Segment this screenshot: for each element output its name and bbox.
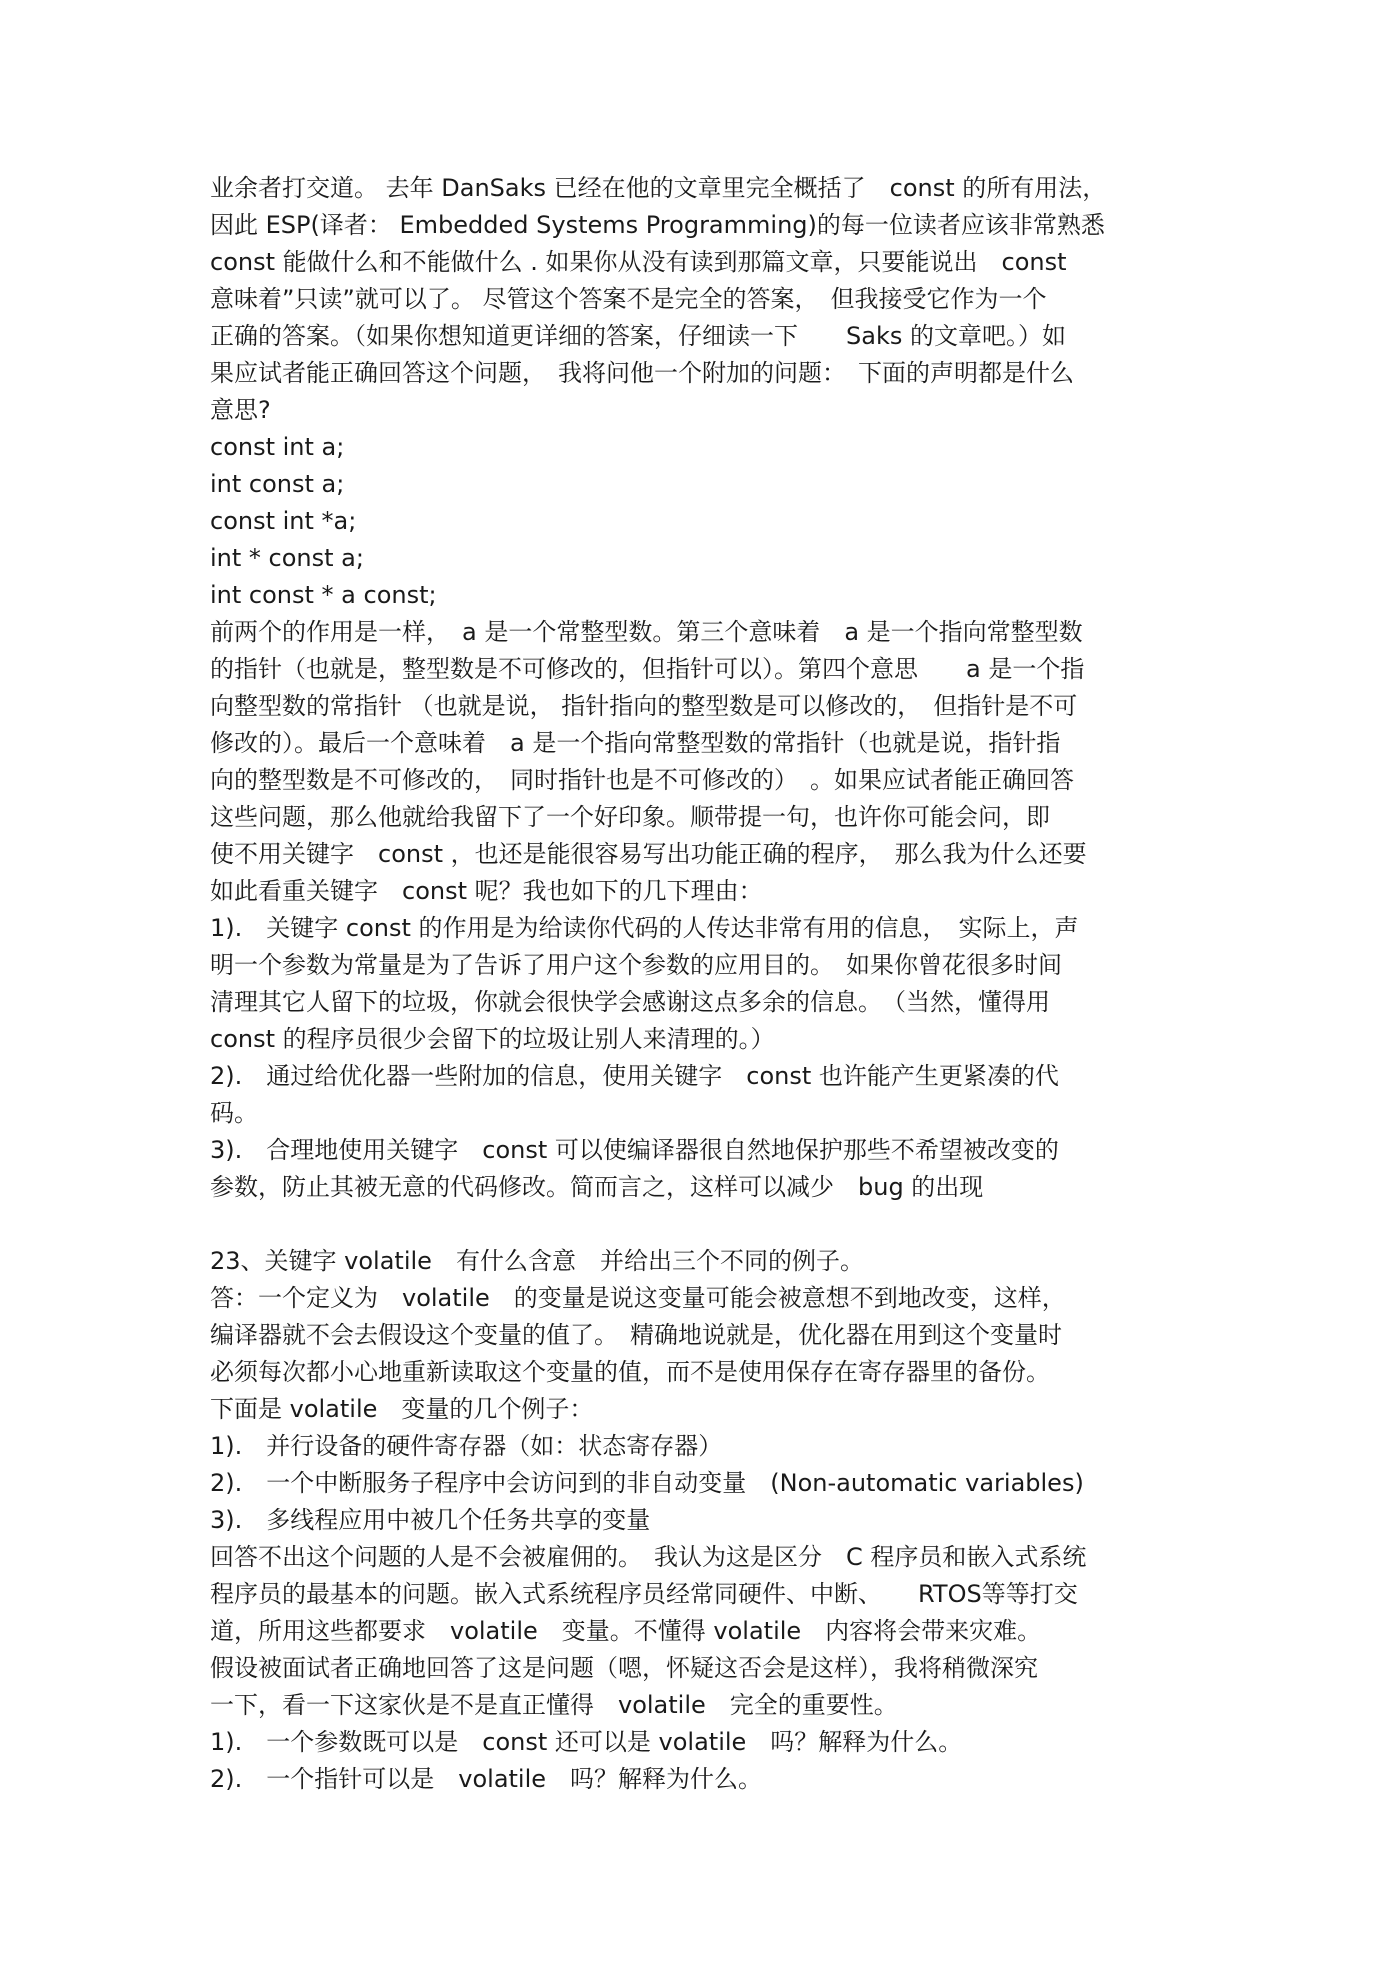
list-item: 2). 一个指针可以是 volatile 吗？解释为什么。 xyxy=(210,1765,763,1793)
text-line: 修改的）。最后一个意味着 a 是一个指向常整型数的常指针（也就是说，指针指 xyxy=(210,729,1061,757)
code-line: const int a; xyxy=(210,433,345,461)
code-line: const int *a; xyxy=(210,507,357,535)
text-line: 程序员的最基本的问题。嵌入式系统程序员经常同硬件、中断、 RTOS等等打交 xyxy=(210,1580,1078,1608)
section-volatile xyxy=(210,1243,1195,1798)
list-item: 清理其它人留下的垃圾，你就会很快学会感谢这点多余的信息。 （当然，懂得用 xyxy=(210,988,1050,1016)
text-line: 业余者打交道。 去年 DanSaks 已经在他的文章里完全概括了 const 的所有用法， xyxy=(210,174,1107,202)
text-line: 使不用关键字 const ，也还是能很容易写出功能正确的程序， 那么我为什么还要 xyxy=(210,840,1087,868)
text-line: 必须每次都小心地重新读取这个变量的值，而不是使用保存在寄存器里的备份。 xyxy=(210,1358,1050,1386)
code-line: int const * a const; xyxy=(210,581,437,609)
list-item: 码。 xyxy=(210,1099,258,1127)
text-line: 下面是 volatile 变量的几个例子： xyxy=(210,1395,594,1423)
paragraph-const-intro xyxy=(210,170,1195,429)
text-line: 意思? xyxy=(210,396,271,424)
paragraph-const-explanation xyxy=(210,614,1195,910)
text-line: 向整型数的常指针 （也就是说， 指针指向的整型数是可以修改的， 但指针是不可 xyxy=(210,692,1078,720)
list-item: 参数，防止其被无意的代码修改。简而言之，这样可以减少 bug 的出现 xyxy=(210,1173,984,1201)
code-line: int * const a; xyxy=(210,544,364,572)
text-line: 答：一个定义为 volatile 的变量是说这变量可能会被意想不到地改变，这样， xyxy=(210,1284,1066,1312)
code-line: int const a; xyxy=(210,470,345,498)
paragraph-spacer xyxy=(210,1206,1195,1243)
section-heading: 23、关键字 volatile 有什么含意 并给出三个不同的例子。 xyxy=(210,1247,864,1275)
document-page xyxy=(210,170,1195,1798)
text-line: 编译器就不会去假设这个变量的值了。 精确地说就是，优化器在用到这个变量时 xyxy=(210,1321,1062,1349)
text-line: 回答不出这个问题的人是不会被雇佣的。 我认为这是区分 C 程序员和嵌入式系统 xyxy=(210,1543,1087,1571)
text-line: 因此 ESP(译者： Embedded Systems Programming)的每一位读者应该非常熟悉 xyxy=(210,211,1105,239)
list-item: 1). 关键字 const 的作用是为给读你代码的人传达非常有用的信息， 实际上，声 xyxy=(210,914,1079,942)
list-item: 2). 通过给优化器一些附加的信息，使用关键字 const 也许能产生更紧凑的代 xyxy=(210,1062,1059,1090)
list-item: 3). 多线程应用中被几个任务共享的变量 xyxy=(210,1506,651,1534)
text-line: 假设被面试者正确地回答了这是问题（嗯，怀疑这否会是这样），我将稍微深究 xyxy=(210,1654,1038,1682)
list-item: 3). 合理地使用关键字 const 可以使编译器很自然地保护那些不希望被改变的 xyxy=(210,1136,1059,1164)
text-line: 向的整型数是不可修改的， 同时指针也是不可修改的） 。如果应试者能正确回答 xyxy=(210,766,1074,794)
code-declarations xyxy=(210,429,1195,614)
text-line: 的指针（也就是，整型数是不可修改的，但指针可以）。第四个意思 a 是一个指 xyxy=(210,655,1085,683)
text-line: 果应试者能正确回答这个问题， 我将问他一个附加的问题： 下面的声明都是什么 xyxy=(210,359,1074,387)
text-line: 意味着”只读”就可以了。 尽管这个答案不是完全的答案， 但我接受它作为一个 xyxy=(210,285,1047,313)
list-item: 2). 一个中断服务子程序中会访问到的非自动变量 (Non-automatic variables) xyxy=(210,1469,1084,1497)
text-line: 前两个的作用是一样， a 是一个常整型数。第三个意味着 a 是一个指向常整型数 xyxy=(210,618,1083,646)
text-line: 如此看重关键字 const 呢？我也如下的几下理由： xyxy=(210,877,763,905)
list-item: 1). 一个参数既可以是 const 还可以是 volatile 吗？解释为什么。 xyxy=(210,1728,963,1756)
list-item: 明一个参数为常量是为了告诉了用户这个参数的应用目的。 如果你曾花很多时间 xyxy=(210,951,1062,979)
text-line: 一下，看一下这家伙是不是直正懂得 volatile 完全的重要性。 xyxy=(210,1691,898,1719)
text-line: const 能做什么和不能做什么 . 如果你从没有读到那篇文章，只要能说出 const xyxy=(210,248,1067,276)
list-item: const 的程序员很少会留下的垃圾让别人来清理的。） xyxy=(210,1025,775,1053)
list-const-reasons xyxy=(210,910,1195,1206)
text-line: 这些问题，那么他就给我留下了一个好印象。顺带提一句，也许你可能会问，即 xyxy=(210,803,1050,831)
text-line: 道，所用这些都要求 volatile 变量。不懂得 volatile 内容将会带来灾难。 xyxy=(210,1617,1042,1645)
list-item: 1). 并行设备的硬件寄存器（如：状态寄存器） xyxy=(210,1432,723,1460)
text-line: 正确的答案。（如果你想知道更详细的答案，仔细读一下 Saks 的文章吧。）如 xyxy=(210,322,1066,350)
